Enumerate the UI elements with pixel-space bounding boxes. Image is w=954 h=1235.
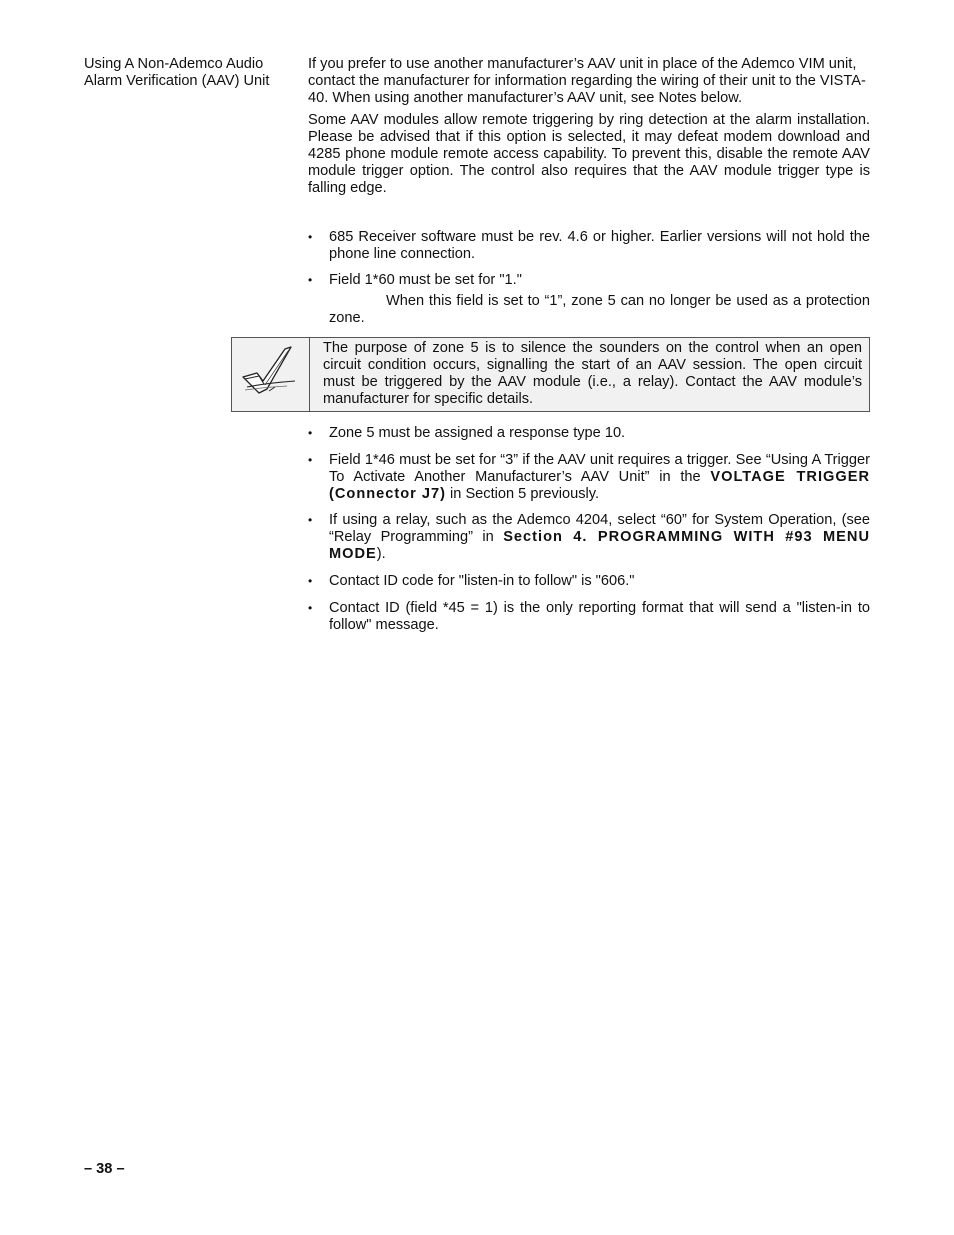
- bullet-icon: •: [308, 574, 313, 588]
- side-heading: Using A Non-Ademco Audio Alarm Verification (AAV) Unit: [84, 56, 270, 89]
- list-item: [308, 573, 870, 590]
- list-item-text: Field 1*60 must be set for "1.": [329, 272, 522, 288]
- list-item-text: Contact ID (field *45 = 1) is the only reporting format that will send a "listen-in to follow" message.: [329, 600, 870, 633]
- list-item: [308, 452, 870, 503]
- intro-paragraph-1: [308, 56, 870, 107]
- bullet-icon: •: [308, 513, 313, 527]
- list-item-text: Zone 5 must be assigned a response type 10.: [329, 425, 626, 441]
- list-item: [308, 272, 870, 289]
- checkmark-icon: [239, 343, 301, 405]
- list-item-text: Contact ID code for "listen-in to follow" is "606.": [329, 573, 635, 589]
- intro-paragraph-1-text: If you prefer to use another manufacturer’s AAV unit in place of the Ademco VIM unit, contact the manufacturer for information regarding the wiring of their unit to the VISTA-40. When using another manufacturer’s AAV unit, see Notes below.: [308, 56, 866, 106]
- list-item-text: [329, 512, 870, 563]
- list-item: [308, 512, 870, 563]
- list-item: [308, 229, 870, 263]
- list-item-text-part: in Section 5 previously.: [445, 486, 600, 502]
- list-item-text-part: Field 1*46 must be set for “3” if the AAV unit requires a trigger. See “Using A Trigger To Activate Another Manufacturer’s AAV Unit” in the: [329, 452, 870, 485]
- bullet-icon: •: [308, 273, 313, 287]
- bullet-icon: •: [308, 601, 313, 615]
- bullet-icon: •: [308, 230, 313, 244]
- note-box: [231, 337, 870, 412]
- intro-paragraph-2-text: Some AAV modules allow remote triggering by ring detection at the alarm installation. Please be advised that if this option is selected, it may defeat modem download and 4285 phone module remote access capability. To prevent this, disable the remote AAV module trigger option. The control also requires that the AAV module trigger type is falling edge.: [308, 112, 870, 196]
- page-number: – 38 –: [84, 1161, 125, 1177]
- note-icon-cell: [232, 338, 310, 411]
- list-item: [308, 425, 870, 442]
- list-item-text-part: ).: [376, 546, 386, 562]
- note-text: The purpose of zone 5 is to silence the sounders on the control when an open circuit condition occurs, signalling the start of an AAV session. The open circuit must be triggered by the AAV module (i.e., a relay). Contact the AAV module’s manufacturer for specific details.: [323, 340, 862, 407]
- list-item: [308, 600, 870, 634]
- field-note: When this field is set to “1”, zone 5 can no longer be used as a protection zone.: [329, 293, 870, 326]
- list-item-text: 685 Receiver software must be rev. 4.6 or higher. Earlier versions will not hold the phone line connection.: [329, 229, 870, 262]
- list-item-text-part: If using a relay, such as the Ademco 4204, select “60” for System Operation, (see “Relay Programming” in: [329, 512, 870, 545]
- bullet-icon: •: [308, 426, 313, 440]
- section-reference: Section 4. PROGRAMMING WITH #93 MENU MODE: [329, 529, 870, 562]
- intro-paragraph-2: [308, 112, 870, 197]
- list-item-text: [329, 452, 870, 503]
- bullet-icon: •: [308, 453, 313, 467]
- voltage-trigger-reference: VOLTAGE TRIGGER (Connector J7): [329, 469, 870, 502]
